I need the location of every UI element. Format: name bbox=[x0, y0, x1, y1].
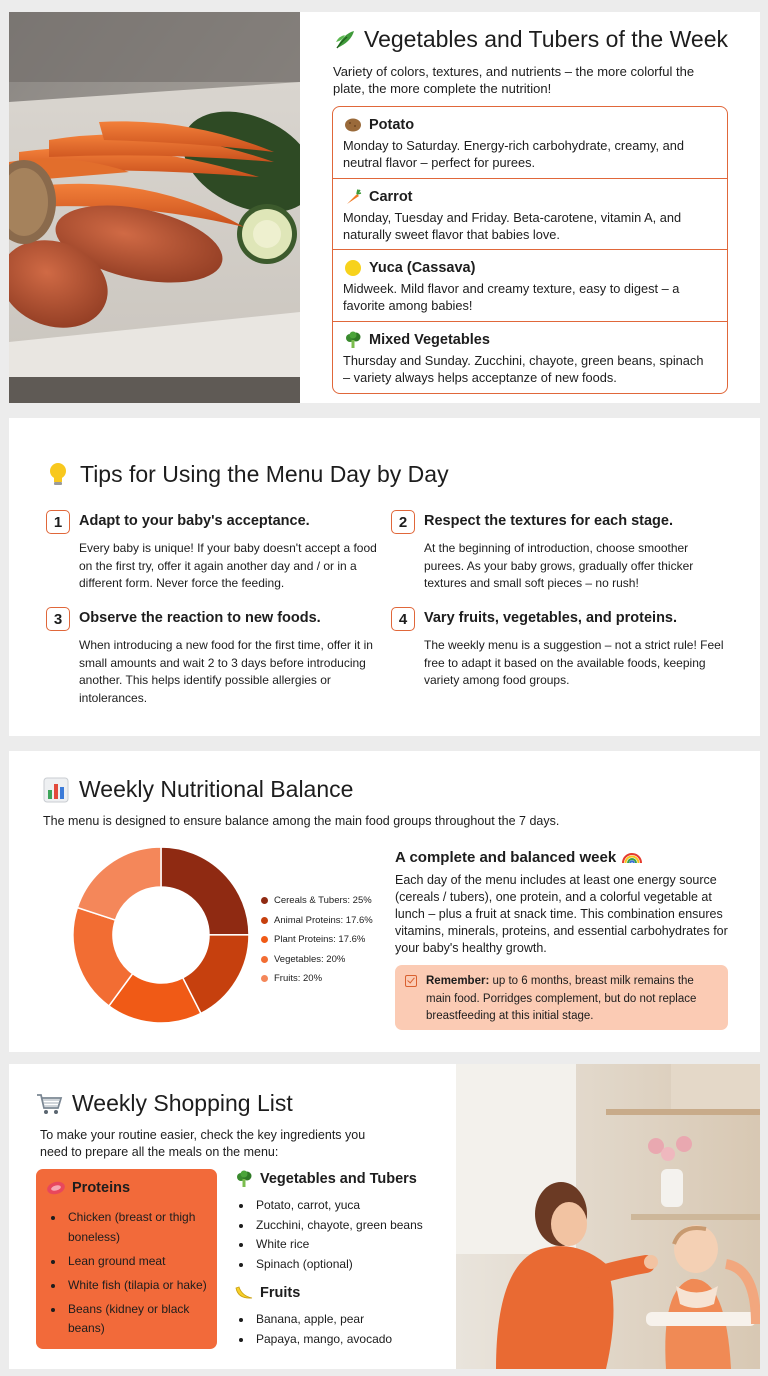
veg-row-mixed bbox=[333, 322, 727, 394]
legend-swatch bbox=[261, 936, 268, 943]
shopping-title: Weekly Shopping List bbox=[36, 1090, 293, 1117]
carrot-icon bbox=[343, 187, 363, 207]
shopping-intro: To make your routine easier, check the key ingredients you need to prepare all the meals on the menu: bbox=[40, 1128, 366, 1159]
bar-chart-icon bbox=[43, 777, 69, 803]
legend-label: Vegetables: 20% bbox=[274, 953, 346, 965]
tips-section bbox=[9, 418, 760, 736]
legend-item bbox=[261, 969, 373, 989]
list-item: Beans (kidney or black beans) bbox=[46, 1300, 212, 1339]
remember-label: Remember: bbox=[426, 975, 490, 987]
legend-label: Cereals & Tubers: 25% bbox=[274, 895, 372, 907]
vegetables-tubers-list bbox=[234, 1169, 454, 1274]
vegetables-section bbox=[9, 12, 760, 403]
tip-title: Respect the textures for each stage. bbox=[424, 513, 674, 529]
vegetables-title: Vegetables and Tubers of the Week bbox=[332, 26, 728, 53]
remember-callout bbox=[395, 965, 728, 1030]
veg-row-yuca bbox=[333, 250, 727, 322]
legend-item bbox=[261, 891, 373, 911]
veg-name: Carrot bbox=[369, 188, 413, 205]
nutrition-section bbox=[9, 751, 760, 1052]
shopping-section bbox=[9, 1064, 760, 1369]
nutrition-donut-chart bbox=[72, 846, 250, 1024]
yellow-circle-icon bbox=[343, 258, 363, 278]
list-item: Spinach (optional) bbox=[234, 1255, 454, 1275]
herb-icon bbox=[332, 27, 358, 53]
rainbow-icon bbox=[622, 847, 642, 867]
proteins-box bbox=[36, 1169, 217, 1349]
vegetables-intro: Variety of colors, textures, and nutrients – the more colorful the plate, the more complete the nutrition! bbox=[333, 64, 695, 96]
list-item: White fish (tilapia or hake) bbox=[46, 1276, 212, 1296]
list-item: White rice bbox=[234, 1235, 454, 1255]
meat-icon bbox=[46, 1178, 66, 1198]
tips-title: Tips for Using the Menu Day by Day bbox=[46, 461, 449, 488]
tip-title: Vary fruits, vegetables, and proteins. bbox=[424, 610, 678, 626]
broccoli-icon bbox=[343, 330, 363, 350]
list-item: Banana, apple, pear bbox=[234, 1310, 454, 1330]
fruits-title: Fruits bbox=[234, 1283, 454, 1303]
list-item: Potato, carrot, yuca bbox=[234, 1196, 454, 1216]
list-item: Papaya, mango, avocado bbox=[234, 1330, 454, 1350]
lightbulb-icon bbox=[46, 462, 70, 488]
proteins-list bbox=[46, 1208, 217, 1339]
legend-item bbox=[261, 950, 373, 970]
legend-label: Fruits: 20% bbox=[274, 973, 323, 985]
vegetables-tubers-title: Vegetables and Tubers bbox=[234, 1169, 454, 1189]
list-item: Zucchini, chayote, green beans bbox=[234, 1216, 454, 1236]
tip-number: 3 bbox=[46, 607, 70, 631]
banana-icon bbox=[234, 1283, 254, 1303]
legend-swatch bbox=[261, 956, 268, 963]
legend-swatch bbox=[261, 897, 268, 904]
balance-subtitle: A complete and balanced week bbox=[395, 847, 642, 867]
veg-name: Mixed Vegetables bbox=[369, 331, 490, 348]
mother-feeding-baby-photo bbox=[456, 1064, 760, 1369]
list-item: Lean ground meat bbox=[46, 1252, 212, 1272]
nutrition-title: Weekly Nutritional Balance bbox=[43, 776, 353, 803]
legend-item bbox=[261, 911, 373, 931]
tip-title: Observe the reaction to new foods. bbox=[79, 610, 321, 626]
broccoli-icon bbox=[234, 1169, 254, 1189]
veg-name: Potato bbox=[369, 117, 415, 133]
donut-slice-fruits bbox=[77, 847, 161, 920]
fruits-list bbox=[234, 1283, 454, 1349]
veg-row-potato bbox=[333, 107, 727, 179]
remember-text: up to 6 months, breast milk remains the main food. Porridges complement, but do not replace breastfeeding at this initial stage. bbox=[426, 975, 697, 1022]
veg-desc: Monday, Tuesday and Friday. Beta-carotene, vitamin A, and naturally sweet flavor that babies love. bbox=[343, 209, 682, 242]
chart-legend bbox=[261, 891, 373, 989]
legend-label: Plant Proteins: 17.6% bbox=[274, 934, 366, 946]
proteins-title: Proteins bbox=[46, 1178, 217, 1198]
veg-desc: Thursday and Sunday. Zucchini, chayote, green beans, spinach – variety always helps acceptanze of new foods. bbox=[343, 352, 704, 385]
tip-number: 1 bbox=[46, 510, 70, 534]
list-item: Chicken (breast or thigh boneless) bbox=[46, 1208, 212, 1247]
tip-body: Every baby is unique! If your baby doesn't accept a food on the first try, offer it again another day and / or in a different form. Never force the feeding. bbox=[79, 541, 377, 590]
legend-item bbox=[261, 930, 373, 950]
legend-swatch bbox=[261, 917, 268, 924]
veg-desc: Monday to Saturday. Energy-rich carbohydrate, creamy, and neutral flavor – perfect for purees. bbox=[343, 138, 684, 170]
tip-title: Adapt to your baby's acceptance. bbox=[79, 513, 310, 529]
veg-desc: Midweek. Mild flavor and creamy texture, easy to digest – a favorite among babies! bbox=[343, 281, 680, 313]
vegetables-table bbox=[332, 106, 728, 394]
nutrition-intro: The menu is designed to ensure balance among the main food groups throughout the 7 days. bbox=[43, 814, 560, 828]
vegetables-photo bbox=[9, 12, 300, 403]
legend-label: Animal Proteins: 17.6% bbox=[274, 914, 373, 926]
tip-body: The weekly menu is a suggestion – not a strict rule! Feel free to adapt it based on the available foods, keeping variety among food groups. bbox=[424, 638, 724, 687]
tip-body: When introducing a new food for the first time, offer it in small amounts and wait 2 to 3 days before introducing another. This helps identify possible allergies or intolerances. bbox=[79, 638, 373, 705]
shopping-cart-icon bbox=[36, 1091, 64, 1117]
potato-icon bbox=[343, 115, 363, 135]
tip-body: At the beginning of introduction, choose smoother purees. As your baby grows, gradually offer thicker textures and small soft pieces – no rush! bbox=[424, 541, 694, 590]
balance-text: Each day of the menu includes at least one energy source (cereals / tubers), one protein, and a colorful vegetable at lunch – plus a fruit at snack time. This combination ensures vitamins, minerals, proteins, and essential carbohydrates for your baby's healthy growth. bbox=[395, 873, 728, 955]
legend-swatch bbox=[261, 975, 268, 982]
tip-number: 2 bbox=[391, 510, 415, 534]
tip-number: 4 bbox=[391, 607, 415, 631]
veg-row-carrot bbox=[333, 179, 727, 251]
checkbox-icon bbox=[405, 975, 417, 987]
donut-slice-cereals-tubers bbox=[161, 847, 249, 935]
veg-name: Yuca (Cassava) bbox=[369, 260, 476, 276]
